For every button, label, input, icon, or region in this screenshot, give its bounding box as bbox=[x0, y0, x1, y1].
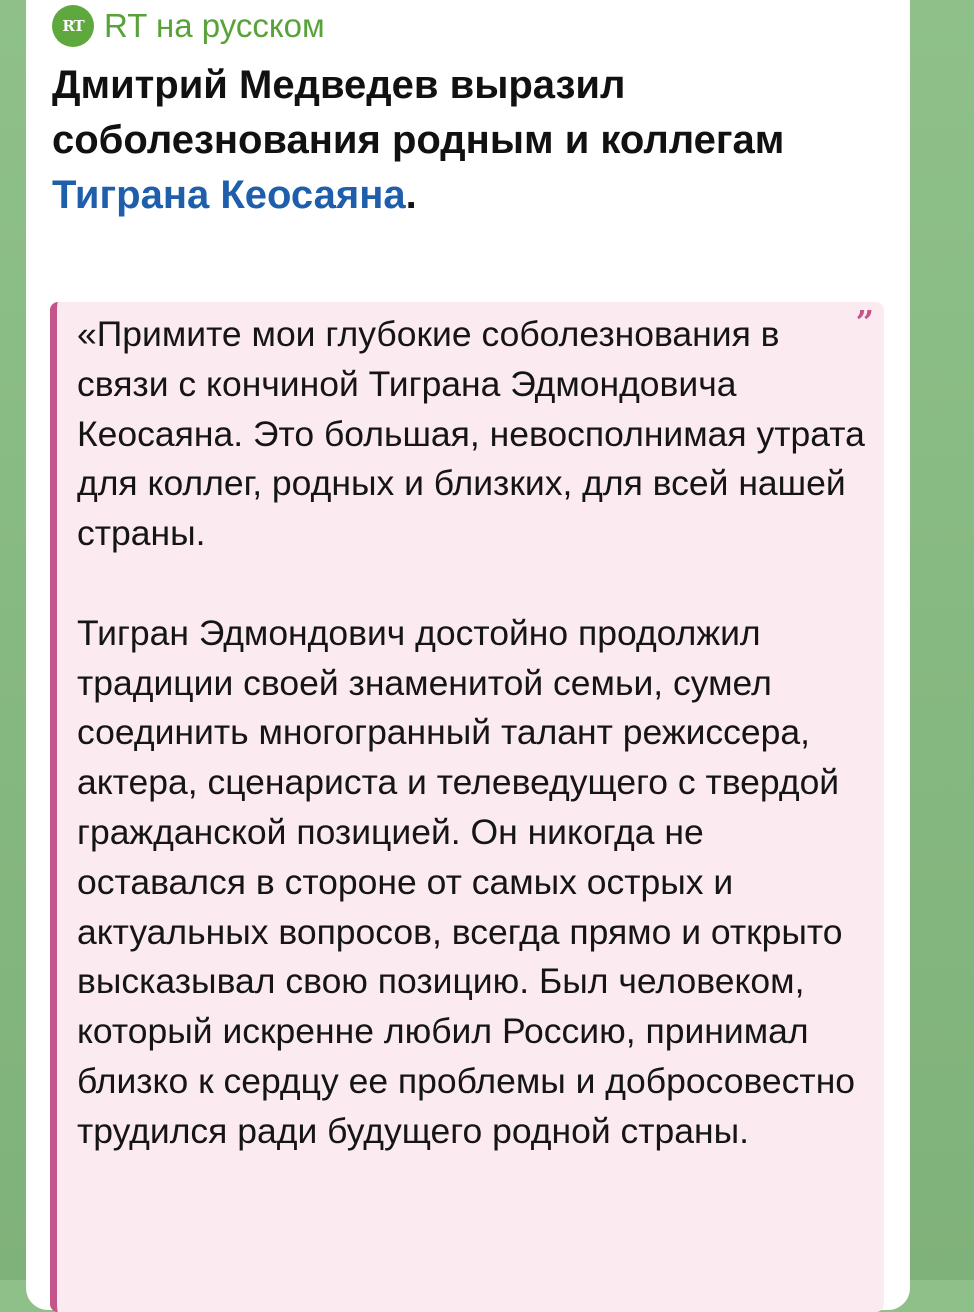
quote-icon: ” bbox=[855, 303, 874, 341]
headline-end: . bbox=[405, 173, 417, 217]
quote-text bbox=[77, 310, 867, 1157]
channel-name[interactable]: RT на русском bbox=[104, 7, 325, 44]
quote-paragraph: Тигран Эдмондович достойно продолжил традиции своей знаменитой семьи, сумел соединить многогранный талант режиссера, актера, сценариста и телеведущего с твердой гражданской позицией. Он никогда не оставался в стороне от самых острых и актуальных вопросов, всегда прямо и открыто высказывал свою позицию. Был человеком, который искренне любил Россию, принимал близко к сердцу ее проблемы и добросовестно трудился ради будущего родной страны. bbox=[77, 612, 856, 1151]
channel-avatar[interactable]: RT bbox=[52, 5, 94, 47]
headline-link[interactable]: Тиграна Кеосаяна bbox=[52, 173, 406, 217]
blockquote bbox=[50, 302, 884, 1312]
channel-header[interactable] bbox=[52, 4, 325, 48]
quote-paragraph: «Примите мои глубокие соболезнования в связи с кончиной Тиграна Эдмондовича Кеосаяна. Это большая, невосполнимая утрата для коллег, родных и близких, для всей нашей страны. bbox=[77, 314, 865, 554]
post-headline bbox=[52, 58, 892, 223]
headline-text: Дмитрий Медведев выразил соболезнования родным и коллегам bbox=[52, 63, 785, 162]
